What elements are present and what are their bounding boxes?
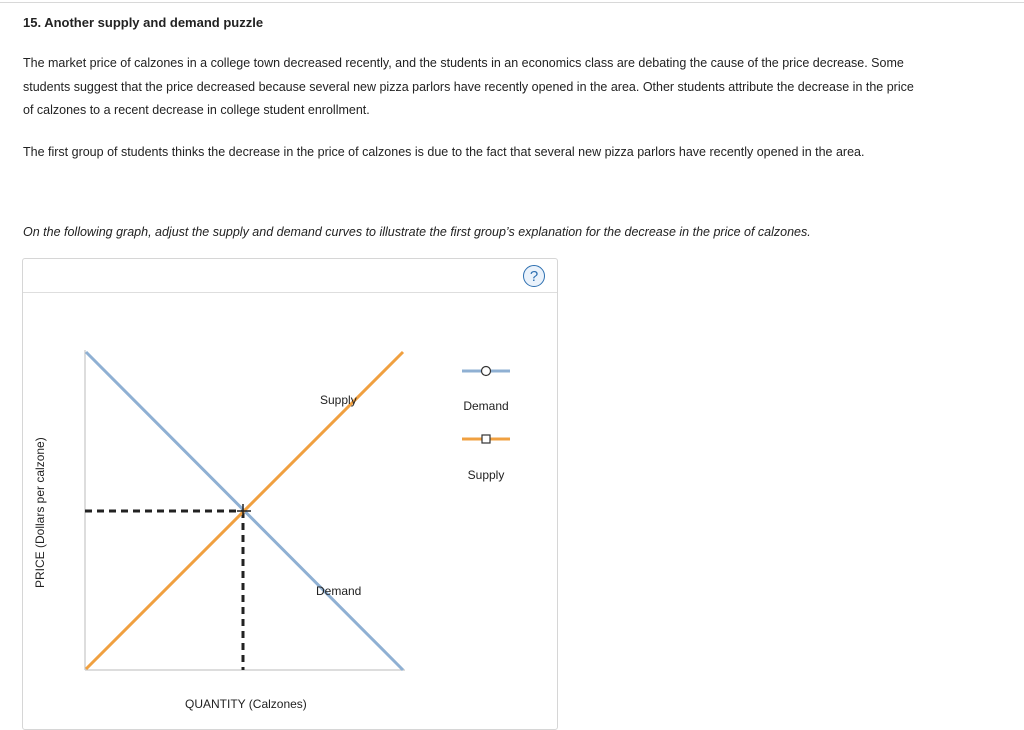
legend-supply-tool[interactable] — [462, 435, 510, 443]
demand-curve-label: Demand — [316, 584, 362, 598]
legend-supply-label: Supply — [467, 468, 505, 482]
help-icon[interactable]: ? — [523, 265, 545, 287]
demand-tool-circle-icon — [482, 367, 491, 376]
question-paragraph-1: The market price of calzones in a college town decreased recently, and the students in an economics class are debating the cause of the price decrease. Some students suggest that the price decreased because several new pizza parlors have recently opened in the area. Other students attribute the decrease in the price of calzones to a recent decrease in college student enrollment. — [23, 56, 914, 117]
question-title: 15. Another supply and demand puzzle — [23, 15, 264, 30]
question-paragraph-2: The first group of students thinks the decrease in the price of calzones is due to the fact that several new pizza parlors have recently opened in the area. — [23, 145, 865, 159]
graph-instruction: On the following graph, adjust the supply and demand curves to illustrate the first group’s explanation for the decrease in the price of calzones. — [23, 225, 811, 239]
supply-tool-square-icon — [482, 435, 490, 443]
x-axis-label: QUANTITY (Calzones) — [185, 697, 307, 711]
legend-demand-label: Demand — [463, 399, 509, 413]
y-axis-label: PRICE (Dollars per calzone) — [33, 437, 47, 588]
supply-curve-label: Supply — [320, 393, 357, 407]
legend-demand-tool[interactable] — [462, 367, 510, 376]
